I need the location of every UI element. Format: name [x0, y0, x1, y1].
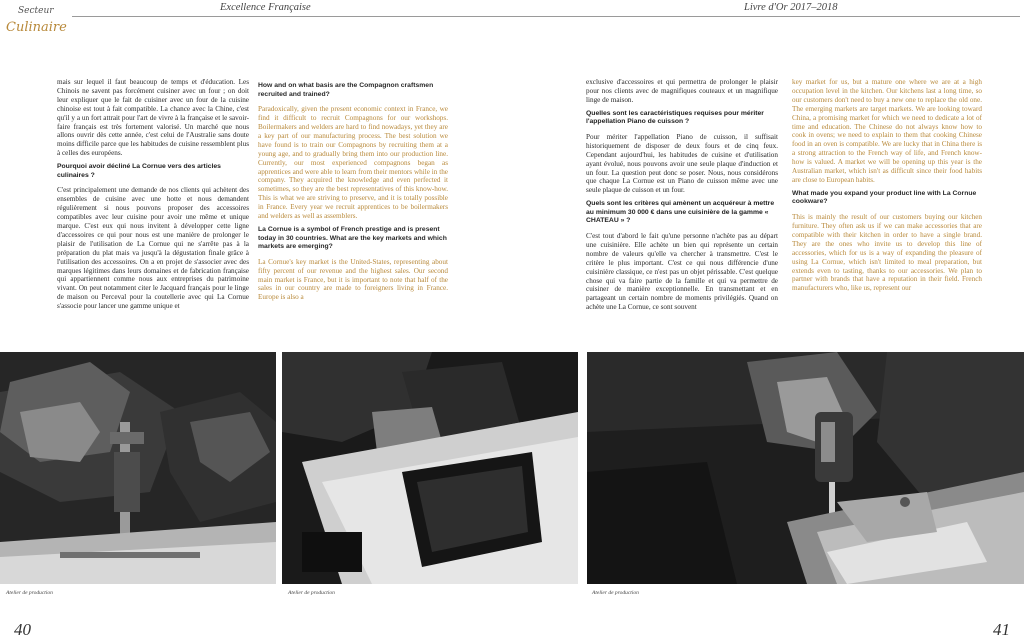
- paragraph: key market for us, but a mature one where we are at a high occupation level in the kitchen. Our kitchens last a long time, so our customers don't need to buy a new one to replace the old one. The emerging markets are target markets. We are looking toward China, a promising market for which we need to dedicate a lot of time and education. The Chinese do not always know how to cook in ovens; we need to explain to them that cooking Chinese food in an oven is compatible. We are lucky that in China there is a strong attraction to the French way of life, and French know-how is valued. A market we will be opening up this year is the Australian market, which isn't as difficult since their food habits are close to European habits.: [792, 78, 982, 184]
- paragraph: This is mainly the result of our customers buying our kitchen furniture. They often ask us if we can make accessories that are compatible with their kitchen in order to have a single brand. They are the ones who invite us to develop this line of accessories, which for us is a way of expanding the pleasure of using La Cornue, which isn't limited to meal preparation, but extends even to tasting, thanks to our accessories. We plan to partner with brands that have a reputation in their field. French manufacturers who, like us, represent our: [792, 213, 982, 293]
- paragraph: exclusive d'accessoires et qui permettra de prolonger le plaisir pour nos clients avec de magnifiques couteaux et un magnifique linge de maison.: [586, 78, 778, 104]
- text-column-4: [792, 78, 982, 350]
- interview-question: Quels sont les critères qui amènent un acquéreur à mettre au minimum 30 000 € dans une cuisinière de la gamme « CHATEAU » ?: [586, 200, 775, 225]
- photo-caption: Atelier de production: [288, 590, 335, 596]
- workshop-photo-drill: [587, 352, 1024, 584]
- workshop-photo-clamp: [0, 352, 276, 584]
- paragraph: C'est principalement une demande de nos clients qui achètent des ensembles de cuisine avec une hotte et nous demandent régulièrement si nous pouvons proposer des accessoires compatibles avec leur cuisine pour avoir une même et unique marque. C'est eux qui nous invitent à développer cette ligne d'accessoires ce qui pour nous est une manière de prolonger le plaisir de l'utilisation de La Cornue qui ne s'arrête pas à la préparation du plat mais va jusqu'à la dégustation finale grâce à l'utilisation des accessoires. On a en projet de s'associer avec des marques légitimes dans leurs domaines et de fabrication française qui appartiennent comme nous aux entreprises du patrimoine vivant. On peut notamment citer le Jacquard français pour le linge de maison ou Perceval pour la coutellerie avec qui La Cornue s'associe pour lancer une gamme unique et: [57, 186, 249, 311]
- paragraph: Pour mériter l'appellation Piano de cuisson, il suffisait historiquement de disposer de deux fours et de cinq feux. Cependant aujourd'hui, les habitudes de cuisine et d'utilisation ayant évolué, nous pouvons avoir une seule plaque d'induction et un four. La question peut donc se poser. Nous, nous considérons que chaque La Cornue est un Piano de cuisson même avec une seule plaque de cuisson et un four.: [586, 132, 778, 195]
- logo-bottom-text: Culinaire: [6, 20, 67, 35]
- header-rule-right: [512, 16, 1020, 17]
- interview-question: Quelles sont les caractéristiques requises pour mériter l'appellation Piano de cuisson ?: [586, 109, 764, 126]
- interview-question: Pourquoi avoir décliné La Cornue vers des articles culinaires ?: [57, 163, 221, 179]
- interview-question: What made you expand your product line with La Cornue cookware?: [792, 189, 977, 206]
- photo-caption: Atelier de production: [6, 590, 53, 596]
- page-number-left: 40: [14, 620, 31, 639]
- logo-top-text: Secteur: [18, 6, 54, 16]
- page-number-right: 41: [993, 620, 1010, 639]
- workshop-photo-table: [282, 352, 578, 584]
- right-page-title: Livre d'Or 2017–2018: [744, 2, 838, 13]
- left-page-title: Excellence Française: [220, 2, 311, 13]
- interview-question: La Cornue is a symbol of French prestige and is present today in 30 countries. What are the key markets and which markets are emerging?: [258, 225, 447, 251]
- secteur-culinaire-logo: [4, 2, 68, 46]
- text-column-1: [57, 78, 249, 350]
- paragraph: La Cornue's key market is the United-States, representing about fifty percent of our revenue and the highest sales. Our second main market is France, but it is important to note that half of the sales in our country are made to foreigners living in France. Europe is also a: [258, 257, 448, 302]
- interview-question: How and on what basis are the Compagnon craftsmen recruited and trained?: [258, 82, 434, 98]
- paragraph: Paradoxically, given the present economic context in France, we find it difficult to recruit Compagnons for our workshops. Boilermakers and welders are hard to find nowadays, yet they are a key part of our manufacturing process. The best solution we have found is to train our Compagnons by recruiting them at a young age, and to gradually bring them into our production line. Currently, our most experienced compagnons began as apprentices and were able to learn from their mentors while in the company. They acquired the knowledge and even perfected it sometimes, so they are the best representatives of this know-how. This is what we are striving to preserve, and it is totally possible in France. Every year we recruit apprentices to be boilermakers and welders as well as assemblers.: [258, 105, 448, 221]
- photo-caption: Atelier de production: [592, 590, 639, 596]
- text-column-3: [586, 78, 778, 350]
- paragraph: mais sur lequel il faut beaucoup de temps et d'éducation. Les Chinois ne savent pas forcément cuisiner avec un four ; on doit leur expliquer que le fait de cuisiner avec un four de la cuisine chinoise est tout à fait compatible. La chance avec la Chine, c'est qu'il y a un fort attrait pour l'art de vivre à la française et le savoir-faire français est très fortement valorisé. Un marché que nous allons ouvrir dès cette année, c'est celui de l'Australie sans doute moins difficile parce que les habitudes de cuisine ressemblent plus à celles des européens.: [57, 78, 249, 158]
- text-column-2: [258, 78, 448, 350]
- paragraph: C'est tout d'abord le fait qu'une personne n'achète pas au départ une cuisinière. Elle achète un bien qui représente un certain nombre de valeurs qu'elle va chercher à transmettre. C'est le critère le plus important. C'est ce qui nous différencie d'une cuisinière classique, ce n'est pas un objet périssable. C'est quelque chose qui va faire partie de la famille et qui va permettre de cuisiner de manière exceptionnelle. En transmettant et en partageant un certain nombre de moments privilégiés. Quand on achète une La Cornue, ce sont souvent: [586, 232, 778, 312]
- header-rule-left: [72, 16, 512, 17]
